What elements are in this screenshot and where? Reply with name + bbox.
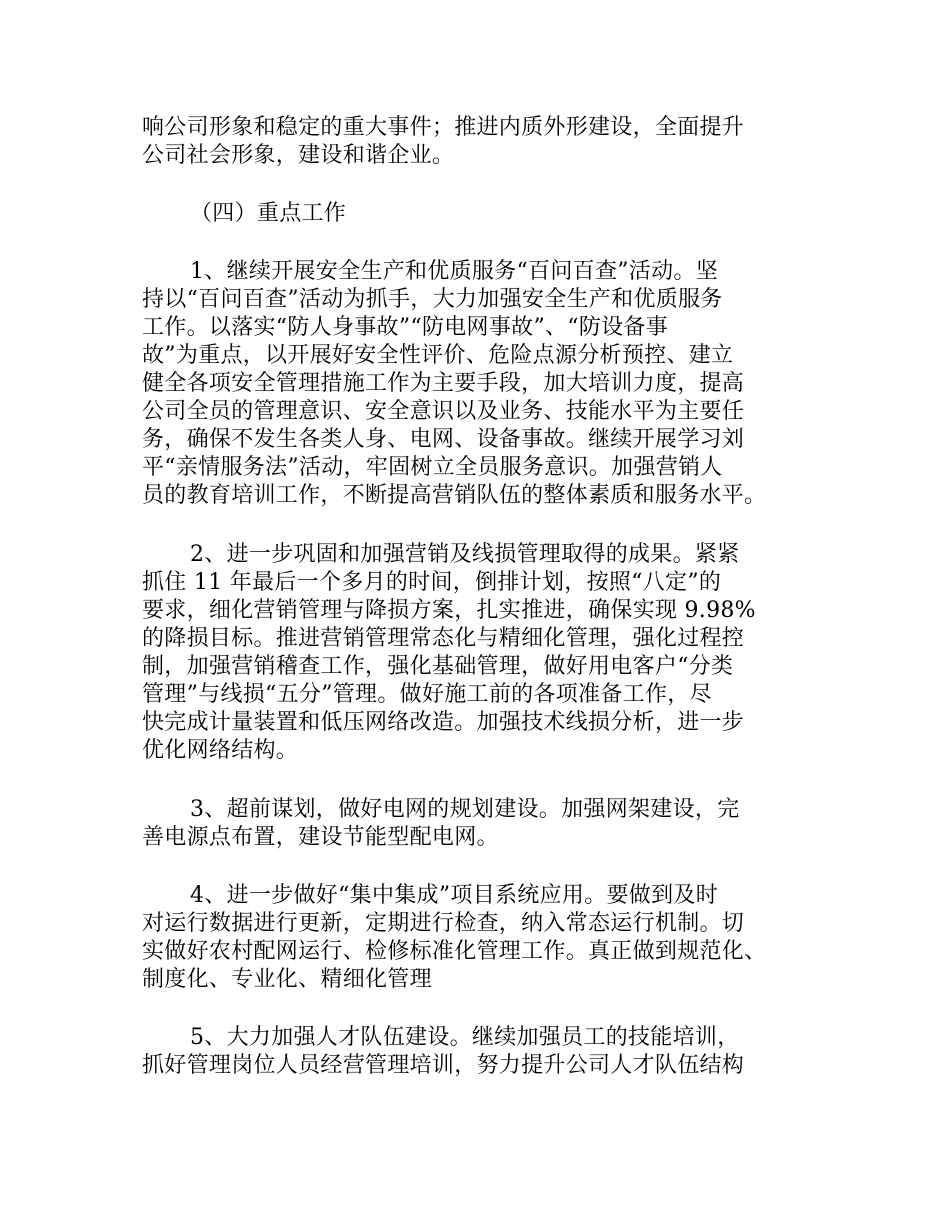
item-5-line-1: 5、大力加强人才队伍建设。继续加强员工的技能培训， [190, 1025, 740, 1050]
item-1-line-3: 工作。以落实“防人身事故”“防电网事故”、“防设备事 [142, 315, 669, 340]
item-4-line-3: 实做好农村配网运行、检修标准化管理工作。真正做到规范化、 [142, 939, 767, 964]
section-heading: （四）重点工作 [190, 201, 347, 226]
item-1-line-7: 务，确保不发生各类人身、电网、设备事故。继续开展学习刘 [142, 427, 745, 452]
item-2-line-6: 管理”与线损“五分”管理。做好施工前的各项准备工作，尽 [142, 682, 712, 707]
item-2-line-7: 快完成计量装置和低压网络改造。加强技术线损分析，进一步 [142, 710, 745, 735]
item-2-line-3: 要求，细化营销管理与降损方案，扎实推进，确保实现 9.98% [142, 598, 756, 623]
item-4-line-1: 4、进一步做好“集中集成”项目系统应用。要做到及时 [190, 883, 718, 908]
item-1-line-4: 故”为重点，以开展好安全性评价、危险点源分析预控、建立 [142, 343, 734, 368]
item-2-line-5: 制，加强营销稽查工作，强化基础管理，做好用电客户“分类 [142, 654, 734, 679]
item-1-line-5: 健全各项安全管理措施工作为主要手段，加大培训力度，提高 [142, 371, 745, 396]
item-2-line-1: 2、进一步巩固和加强营销及线损管理取得的成果。紧紧 [190, 542, 740, 567]
item-5-line-2: 抓好管理岗位人员经营管理培训，努力提升公司人才队伍结构 [142, 1053, 745, 1078]
item-1-line-2: 持以“百问百查”活动为抓手，大力加强安全生产和优质服务 [142, 287, 723, 312]
item-1-line-8: 平“亲情服务法”活动，牢固树立全员服务意识。加强营销人 [142, 455, 723, 480]
intro-line-2: 公司社会形象，建设和谐企业。 [142, 143, 455, 168]
item-1-line-6: 公司全员的管理意识、安全意识以及业务、技能水平为主要任 [142, 399, 745, 424]
item-2-line-4: 的降损目标。推进营销管理常态化与精细化管理，强化过程控 [142, 626, 745, 651]
item-1-line-9: 员的教育培训工作，不断提高营销队伍的整体素质和服务水平。 [142, 483, 767, 508]
item-2-line-8: 优化网络结构。 [142, 738, 299, 763]
item-4-line-2: 对运行数据进行更新，定期进行检查，纳入常态运行机制。切 [142, 911, 745, 936]
item-1-line-1: 1、继续开展安全生产和优质服务“百问百查”活动。坚 [190, 259, 718, 284]
item-4-line-4: 制度化、专业化、精细化管理 [142, 967, 432, 992]
intro-line-1: 响公司形象和稳定的重大事件；推进内质外形建设，全面提升 [142, 115, 745, 140]
item-3-line-2: 善电源点布置，建设节能型配电网。 [142, 825, 499, 850]
item-3-line-1: 3、超前谋划，做好电网的规划建设。加强网架建设，完 [190, 797, 740, 822]
item-2-line-2: 抓住 11 年最后一个多月的时间，倒排计划，按照“八定”的 [142, 570, 722, 595]
